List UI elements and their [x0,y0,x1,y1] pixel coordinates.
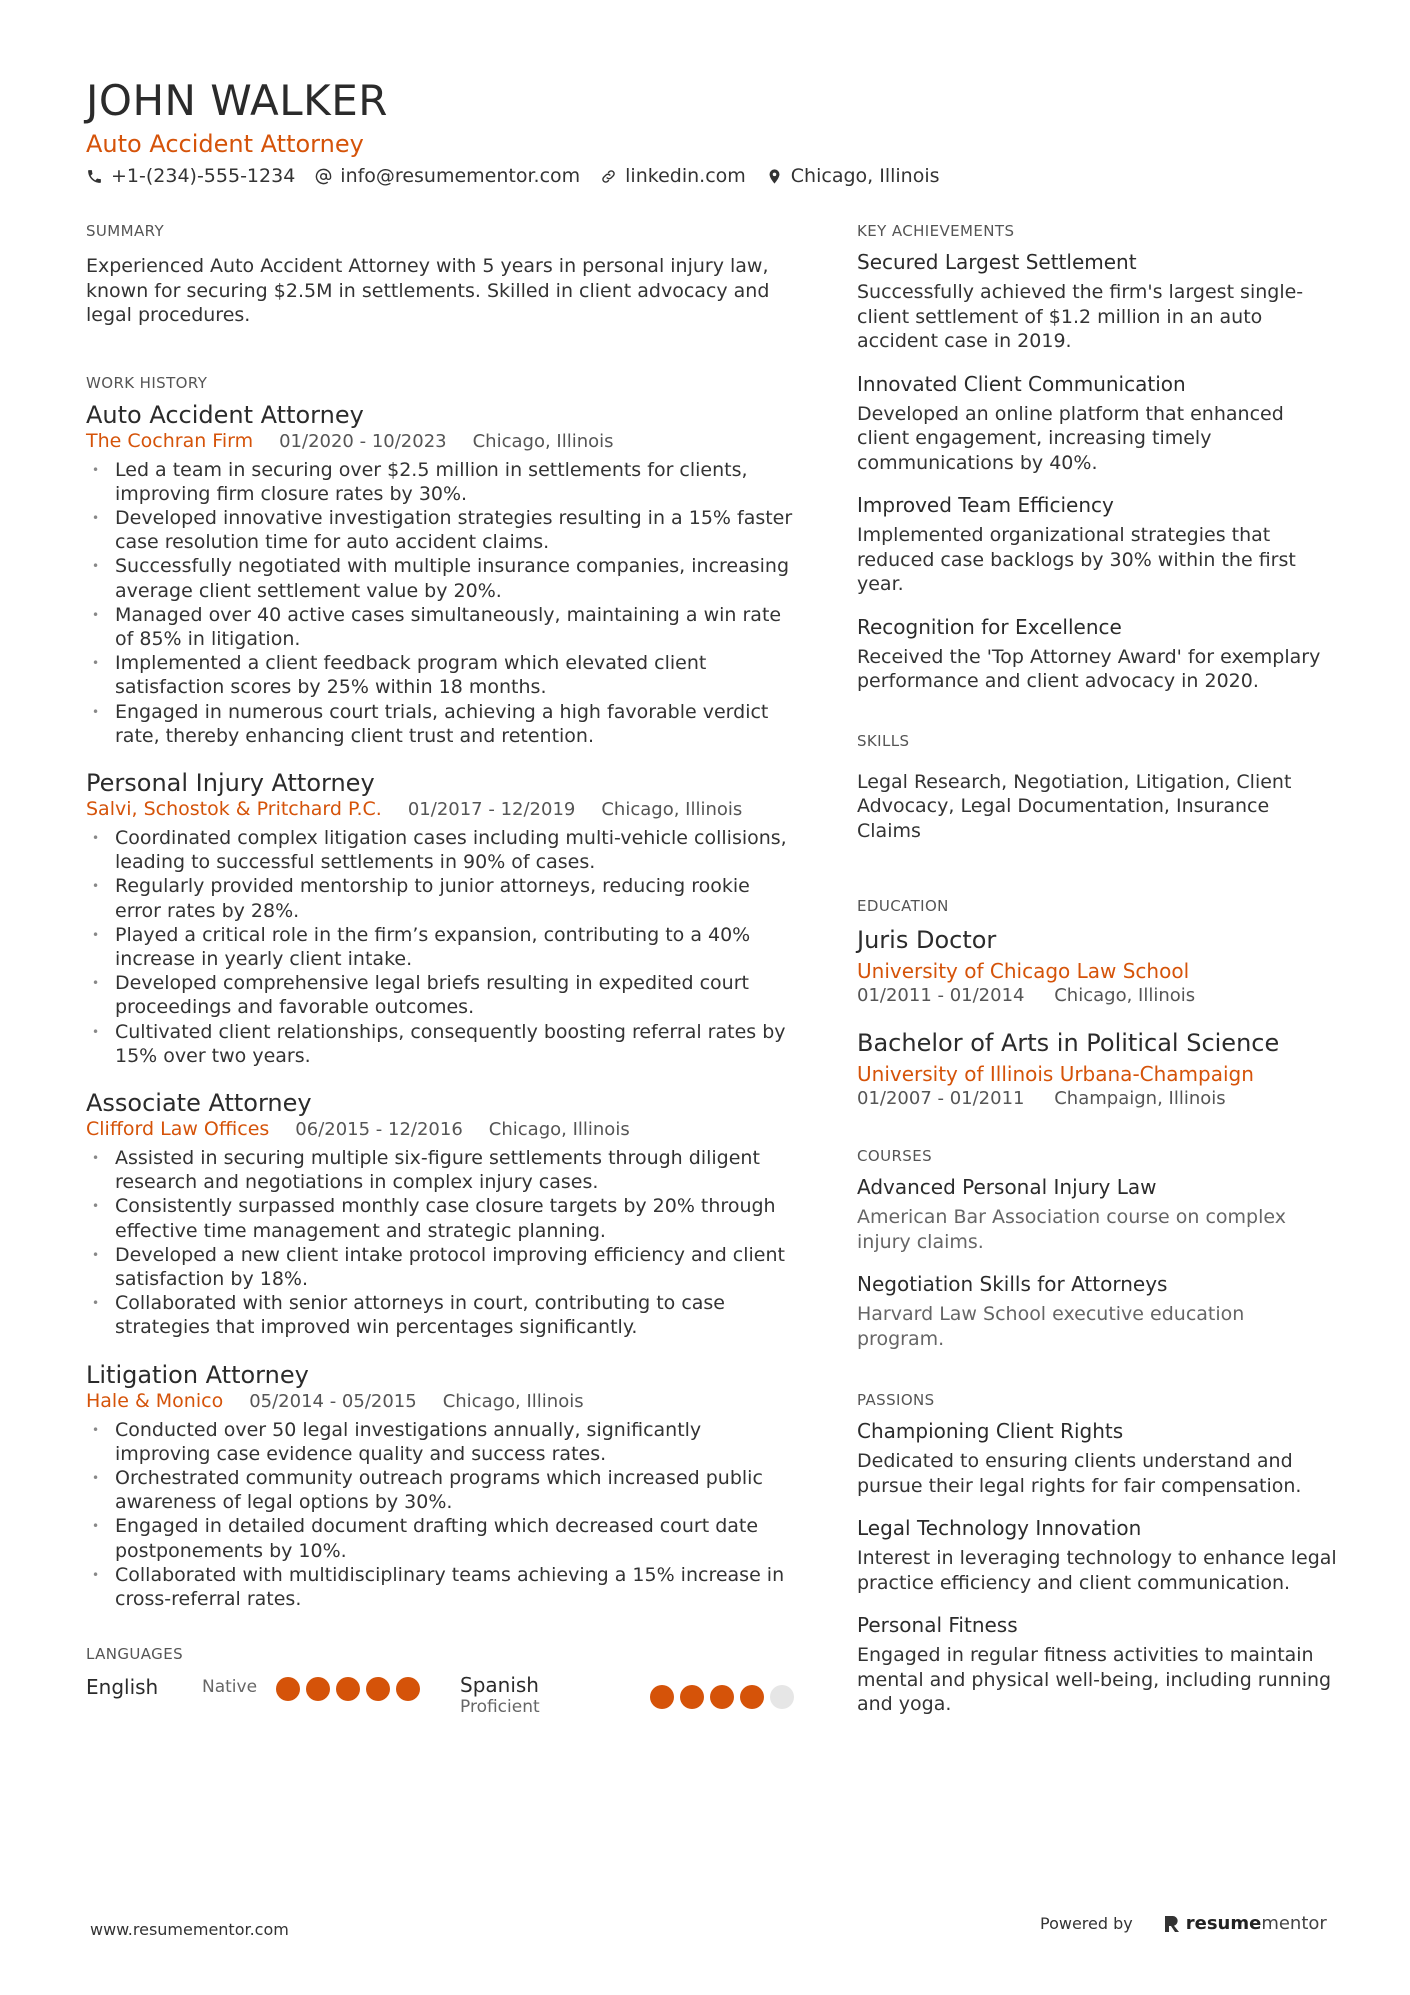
language-rating [650,1685,800,1709]
passion-desc: Dedicated to ensuring clients understand and pursue their legal rights for fair compensation. [857,1450,1302,1497]
location-text: Chicago, Illinois [790,165,940,187]
education-section [857,897,1337,1109]
phone-icon [86,168,103,185]
language-item [460,1673,800,1717]
education-heading: EDUCATION [857,897,949,915]
rating-dot-filled [306,1677,330,1701]
work-section [86,374,800,1612]
job-bullet: • Engaged in detailed document drafting which decreased court date postponements by 10%. [86,1514,800,1562]
education-location: Champaign, Illinois [1054,1088,1226,1109]
job-bullets [86,458,800,748]
candidate-name: JOHN WALKER [86,76,388,125]
education-degree: Bachelor of Arts in Political Science [857,1029,1280,1057]
job-entry [86,400,800,748]
job-bullet: • Collaborated with senior attorneys in court, contributing to case strategies that improved win percentages significantly. [86,1291,800,1339]
course-desc: Harvard Law School executive education program. [857,1303,1245,1350]
achievement-item [857,372,1337,476]
course-desc: American Bar Association course on complex injury claims. [857,1206,1286,1253]
job-bullet: • Conducted over 50 legal investigations annually, significantly improving case evidence quality and success rates. [86,1418,800,1466]
course-item [857,1272,1337,1351]
job-title: Litigation Attorney [86,1360,309,1389]
languages-heading: LANGUAGES [86,1645,184,1664]
job-company: Salvi, Schostok & Pritchard P.C. [86,797,382,820]
course-title: Negotiation Skills for Attorneys [857,1272,1168,1296]
job-dates: 06/2015 - 12/2016 [295,1118,463,1140]
job-bullet: • Developed a new client intake protocol improving efficiency and client satisfaction by 18%. [86,1243,800,1291]
courses-heading: COURSES [857,1147,933,1165]
job-title: Associate Attorney [86,1088,312,1117]
passion-item [857,1516,1337,1595]
education-item [857,925,1337,1006]
rating-dot-filled [710,1685,734,1709]
language-level: Native [202,1677,258,1698]
job-bullet: • Collaborated with multidisciplinary teams achieving a 15% increase in cross-referral rates. [86,1563,800,1611]
job-company: Hale & Monico [86,1389,224,1412]
summary-text: Experienced Auto Accident Attorney with 5 years in personal injury law, known for securing $2.5M in settlements. Skilled in client advocacy and legal procedures. [86,255,770,326]
skills-text: Legal Research, Negotiation, Litigation, Client Advocacy, Legal Documentation, Insurance Claims [857,770,1292,842]
job-title: Personal Injury Attorney [86,768,375,797]
achievement-item [857,250,1337,354]
job-entry [86,1360,800,1612]
job-meta [86,798,800,820]
rating-dot-filled [396,1677,420,1701]
passion-title: Personal Fitness [857,1613,1018,1637]
brand-bold: resume [1185,1913,1262,1934]
link-icon [600,168,617,185]
job-bullets [86,1418,800,1612]
footer-branding [1040,1913,1327,1934]
passions-section [857,1391,1337,1717]
course-item [857,1175,1337,1254]
job-bullets [86,1146,800,1340]
summary-heading: SUMMARY [86,222,165,240]
job-bullet: • Played a critical role in the firm’s expansion, contributing to a 40% increase in yearly client intake. [86,923,800,971]
phone-text: +1-(234)-555-1234 [111,165,296,187]
passion-title: Championing Client Rights [857,1419,1124,1443]
footer-website[interactable]: www.resumementor.com [90,1920,289,1939]
achievement-item [857,615,1337,694]
language-rating [276,1677,426,1701]
job-company: Clifford Law Offices [86,1117,270,1140]
job-bullet: • Developed innovative investigation strategies resulting in a 15% faster case resolution time for auto accident claims. [86,506,800,554]
course-title: Advanced Personal Injury Law [857,1175,1157,1199]
education-dates: 01/2007 - 01/2011 [857,1088,1025,1109]
rating-dot-filled [740,1685,764,1709]
education-school: University of Chicago Law School [857,959,1190,983]
job-company: The Cochran Firm [86,429,254,452]
job-location: Chicago, Illinois [601,798,743,820]
achievements-heading: KEY ACHIEVEMENTS [857,222,1015,240]
rating-dot-filled [336,1677,360,1701]
job-meta [86,430,800,452]
job-entry [86,768,800,1068]
candidate-title: Auto Accident Attorney [86,130,364,158]
job-bullet: • Cultivated client relationships, consequently boosting referral rates by 15% over two years. [86,1020,800,1068]
job-bullet: • Regularly provided mentorship to junior attorneys, reducing rookie error rates by 28%. [86,874,800,922]
work-heading: WORK HISTORY [86,373,208,392]
achievement-title: Recognition for Excellence [857,614,1122,639]
job-meta [86,1118,800,1140]
contact-email[interactable] [315,165,580,187]
email-text[interactable]: info@resumementor.com [340,165,581,187]
job-bullet: • Consistently surpassed monthly case closure targets by 20% through effective time management and strategic planning. [86,1194,800,1242]
education-dates: 01/2011 - 01/2014 [857,985,1025,1006]
languages-section [86,1645,800,1717]
passion-item [857,1419,1337,1498]
job-bullet: • Coordinated complex litigation cases including multi-vehicle collisions, leading to successful settlements in 90% of cases. [86,826,800,874]
achievement-title: Improved Team Efficiency [857,493,1114,517]
skills-section [857,732,1337,844]
job-entry [86,1088,800,1340]
achievement-desc: Successfully achieved the firm's largest single-client settlement of $1.2 million in an auto accident case in 2019. [857,281,1304,352]
job-bullets [86,826,800,1068]
job-dates: 01/2020 - 10/2023 [279,430,447,452]
passion-desc: Interest in leveraging technology to enhance legal practice efficiency and client communication. [857,1547,1337,1594]
brand-light: mentor [1261,1913,1327,1934]
resumementor-logo-icon [1163,1914,1181,1934]
job-bullet: • Engaged in numerous court trials, achieving a high favorable verdict rate, thereby enhancing client trust and retention. [86,700,800,748]
language-level: Proficient [460,1697,540,1718]
achievement-desc: Received the 'Top Attorney Award' for exemplary performance and client advocacy in 2020. [857,645,1321,692]
skills-heading: SKILLS [857,731,910,750]
job-bullet: • Managed over 40 active cases simultaneously, maintaining a win rate of 85% in litigation. [86,603,800,651]
rating-dot-empty [770,1685,794,1709]
contact-phone [86,165,295,187]
right-column [857,222,1337,1735]
job-bullet: • Implemented a client feedback program which elevated client satisfaction scores by 25% within 18 months. [86,651,800,699]
job-location: Chicago, Illinois [488,1118,630,1140]
education-location: Chicago, Illinois [1054,985,1196,1006]
achievement-desc: Implemented organizational strategies that reduced case backlogs by 30% within the first year. [857,524,1296,595]
job-location: Chicago, Illinois [442,1390,584,1412]
achievement-desc: Developed an online platform that enhanced client engagement, increasing timely communications by 40%. [857,402,1284,474]
education-school: University of Illinois Urbana-Champaign [857,1062,1254,1086]
passion-desc: Engaged in regular fitness activities to maintain mental and physical well-being, including running and yoga. [857,1644,1332,1715]
powered-by-text: Powered by [1040,1914,1133,1933]
job-location: Chicago, Illinois [472,430,614,452]
rating-dot-filled [680,1685,704,1709]
contact-location [766,165,940,187]
location-pin-icon [766,168,783,185]
achievement-title: Secured Largest Settlement [857,250,1137,274]
brand-logo[interactable] [1163,1913,1327,1934]
language-item [86,1673,460,1701]
languages-row [86,1673,800,1717]
job-title: Auto Accident Attorney [86,400,364,429]
rating-dot-filled [276,1677,300,1701]
education-item [857,1028,1337,1109]
passion-item [857,1613,1337,1717]
rating-dot-filled [366,1677,390,1701]
education-meta [857,1088,1337,1109]
achievement-item [857,493,1337,597]
job-bullet: • Led a team in securing over $2.5 million in settlements for clients, improving firm closure rates by 30%. [86,458,800,506]
contact-linkedin[interactable] [600,165,746,187]
at-icon [315,168,332,185]
job-dates: 01/2017 - 12/2019 [407,798,576,820]
job-meta [86,1390,800,1412]
job-bullet: • Developed comprehensive legal briefs resulting in expedited court proceedings and favorable outcomes. [86,971,800,1019]
education-degree: Juris Doctor [857,926,997,954]
achievement-title: Innovated Client Communication [857,371,1186,396]
left-column [86,222,800,1717]
summary-section [86,222,800,328]
language-name: English [86,1675,159,1700]
job-bullet: • Orchestrated community outreach programs which increased public awareness of legal options by 30%. [86,1466,800,1514]
job-dates: 05/2014 - 05/2015 [249,1390,417,1412]
linkedin-text[interactable]: linkedin.com [625,165,746,187]
achievements-section [857,222,1337,694]
language-name: Spanish [460,1673,539,1698]
contact-bar [86,165,960,187]
language-text [460,1673,650,1717]
passion-title: Legal Technology Innovation [857,1516,1142,1540]
education-meta [857,985,1337,1006]
courses-section [857,1147,1337,1351]
rating-dot-filled [650,1685,674,1709]
passions-heading: PASSIONS [857,1391,935,1409]
job-bullet: • Successfully negotiated with multiple insurance companies, increasing average client settlement value by 20%. [86,554,800,602]
job-bullet: • Assisted in securing multiple six-figure settlements through diligent research and negotiations in complex injury cases. [86,1146,800,1194]
